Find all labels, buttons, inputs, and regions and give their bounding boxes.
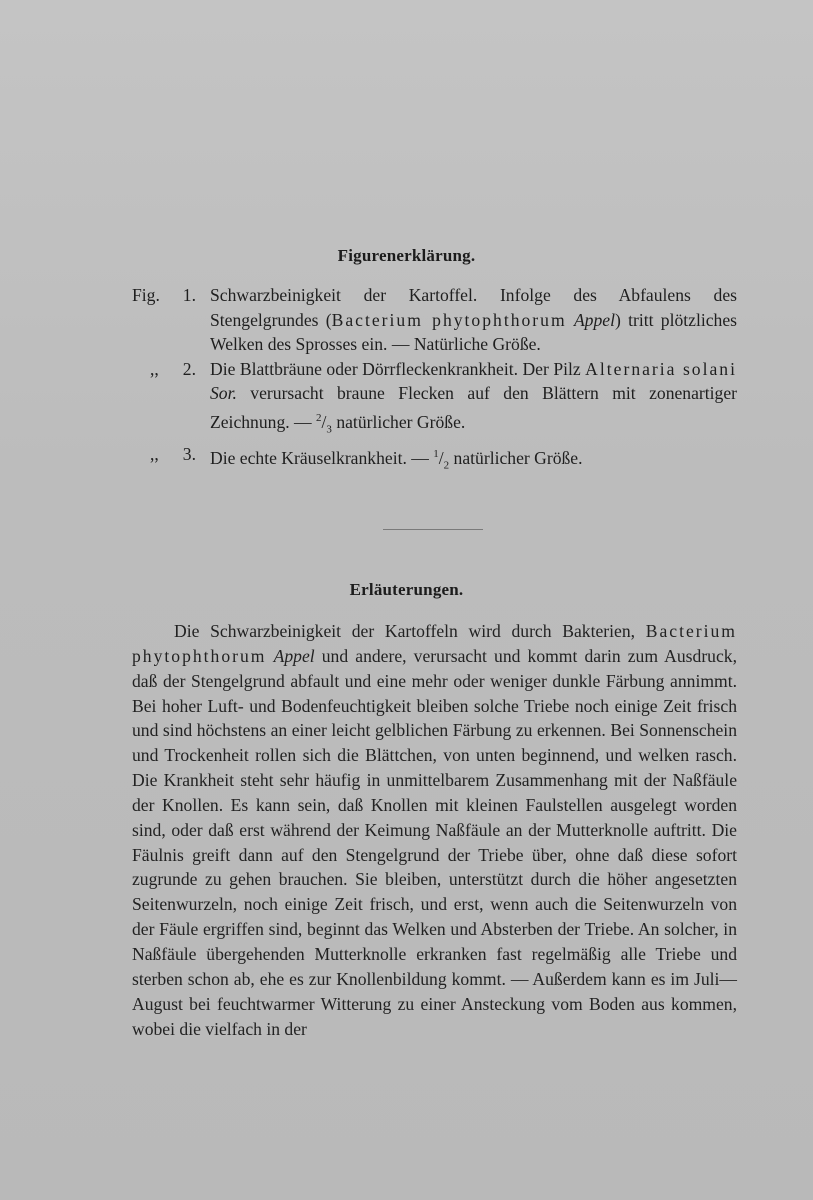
- explanations-paragraph: Die Schwarzbeinigkeit der Kartoffeln wird durch Bakterien, Bacterium phytophthorum Appel und andere, verursacht und kommt darin zum Ausdruck, daß der Stengelgrund abfault und eine mehr oder weniger dunkle Färbung annimmt. Bei hoher Luft- und Bodenfeuchtigkeit bleiben solche Triebe noch einige Zeit frisch und sind höchstens an einer leicht gelblichen Färbung zu erkennen. Bei Sonnenschein und Trockenheit rollen sich die Blättchen, von unten beginnend, und welken rasch. Die Krankheit steht sehr häufig in unmittelbarem Zusammenhang mit der Naßfäule der Knollen. Es kann sein, daß Knollen mit kleinen Faulstellen ausgelegt worden sind, oder daß erst während der Keimung Naßfäule an der Mutterknolle auftritt. Die Fäulnis greift dann auf den Stengelgrund der Triebe über, ohne daß diese sofort zugrunde zu gehen brauchen. Sie bleiben, unterstützt durch die höher angesetzten Seitenwurzeln, noch einige Zeit frisch, und erst, wenn auch die Seitenwurzeln von der Fäule ergriffen sind, beginnt das Welken und Absterben der Triebe. An solcher, in Naßfäule übergehenden Mutterknolle erkranken fast regelmäßig alle Triebe und sterben schon ab, ehe es zur Knollenbildung kommt. — Außerdem kann es im Juli—August bei feuchtwarmer Witterung zu einer Ansteckung vom Boden aus kommen, wobei die vielfach in der: [132, 621, 737, 1039]
- fraction: $^1/_2$: [433, 447, 450, 472]
- figure-item-2: [132, 357, 737, 442]
- spaced-species-name: Bacterium phytophthorum: [331, 309, 567, 330]
- figure-caption: Die echte Kräuselkrankheit. — $^1/_2$ natürlicher Größe.: [210, 447, 583, 472]
- explanations-heading: Erläuterungen.: [349, 580, 464, 599]
- fraction: $^2/_3$: [316, 411, 332, 436]
- figure-item-1: [132, 283, 737, 357]
- figures-heading: Figurenerklärung.: [337, 246, 476, 265]
- italic-text: Appel: [273, 645, 315, 666]
- figure-prefix: Fig.: [132, 285, 160, 305]
- spaced-species-name: Alternaria solani: [585, 358, 737, 379]
- figure-caption: Die Blattbräune oder Dörrfleckenkrankheit. Der Pilz Alternaria solani Sor. verursacht braune Flecken auf den Blättern mit zonenartiger Zeichnung. — $^2/_3$ natürlicher Größe.: [210, 358, 737, 436]
- figure-number: 2.: [182, 358, 196, 379]
- figure-caption: Schwarzbeinigkeit der Kartoffel. Infolge des Abfaulens des Stengelgrundes (Bacterium phytophthorum Appel) tritt plötzliches Welken des Sprosses ein. — Natürliche Größe.: [210, 285, 738, 355]
- figure-number: 3.: [182, 443, 196, 464]
- figure-list: [132, 283, 737, 478]
- figure-number: 1.: [182, 285, 196, 305]
- section-divider: [383, 529, 483, 530]
- spaced-species-name: Bacterium phytophthorum: [132, 621, 737, 666]
- figure-item-3: [132, 442, 737, 478]
- figure-prefix: ,,: [150, 358, 159, 379]
- italic-text: Appel: [573, 309, 615, 330]
- figure-prefix: ,,: [150, 443, 159, 464]
- italic-text: Sor.: [210, 383, 237, 404]
